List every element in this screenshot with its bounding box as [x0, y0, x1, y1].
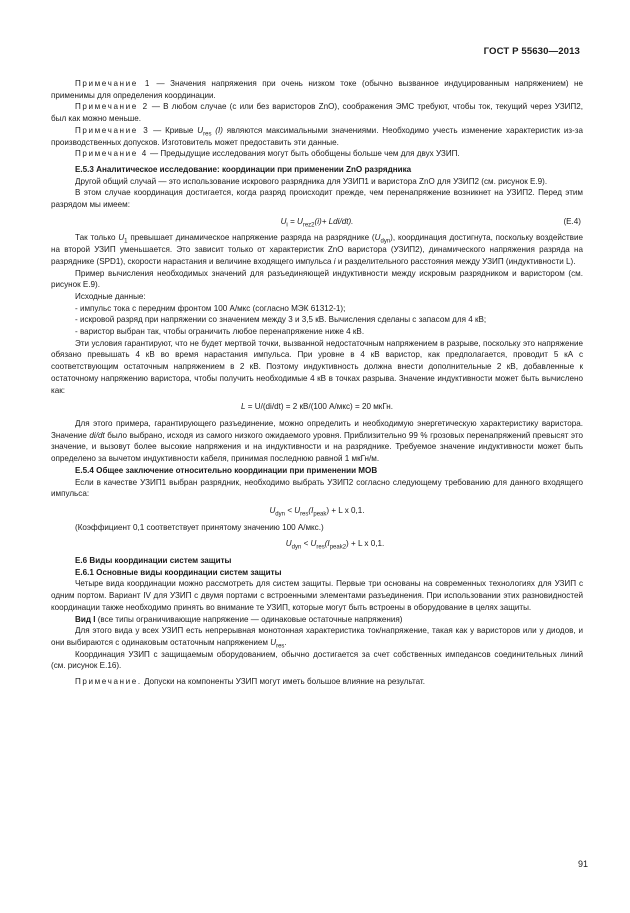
coefficient-note: (Коэффициент 0,1 соответствует принятому значению 100 А/мкс.): [75, 522, 324, 532]
section-heading-e54: Е.5.4 Общее заключение относительно координации при применении МОВ: [75, 465, 378, 475]
paragraph: Так только $U_1$ превышает динамическое напряжение разряда на разряднике $(U_{dyn})$, координация достигнута, поскольку воздействие на второй УЗИП уменьшается. Это зависит только от характеристик ZnO варистора (УЗИП2), динамического напряжения разряда на разряднике (SPD1), скорости нарастания и величине входящего импульса i и разделительного расстояния между УЗИП (индуктивности L).: [51, 233, 583, 266]
formula-inductance: L = U/(di/dt) = 2 кВ/(100 А/мкс) = 20 мкГн.: [241, 402, 393, 412]
note-tolerance: Примечание. Допуски на компоненты УЗИП могут иметь большое влияние на результат.: [75, 677, 425, 687]
paragraph: Другой общий случай — это использование искрового разрядника для УЗИП1 и варистора ZnO для УЗИП2 (см. рисунок Е.9).: [75, 176, 548, 186]
paragraph: В этом случае координация достигается, когда разряд происходит прежде, чем перенапряжение возникнет на УЗИП2. Перед этим разрядом мы имеем:: [51, 188, 583, 210]
paragraph: Пример вычисления необходимых значений для разъединяющей индуктивности между искровым разрядником и варистором (см. рисунок Е.9).: [51, 268, 583, 290]
document-code: ГОСТ Р 55630—2013: [483, 46, 580, 57]
list-item: - искровой разряд при напряжении со значением между 3 и 3,5 кВ. Вычисления сделаны с запасом для 4 кВ;: [75, 315, 487, 325]
section-heading-e53: Е.5.3 Аналитическое исследование: координации при применении ZnO разрядника: [75, 164, 412, 174]
note-1: Примечание 1 — Значения напряжения при очень низком токе (обычно вызванное индуцированным напряжением) не применимы для определения координации.: [51, 79, 583, 100]
note-2: Примечание 2 — В любом случае (с или без варисторов ZnO), соображения ЭМС требуют, чтобы ток, текущий через УЗИП2, был как можно меньше.: [51, 102, 583, 124]
note-3: Примечание 3 — Кривые $U_{res}$ (I) являются максимальными значениями. Необходимо учесть изменение характеристик из-за производственных допусков. Изготовитель может предоставить эти данные.: [51, 125, 583, 147]
paragraph: Если в качестве УЗИП1 выбран разрядник, необходимо выбрать УЗИП2 согласно следующему требованию для данного входящего импульса:: [51, 477, 583, 499]
formula-udyn-2: $U_{dyn} < U_{res}(I_{peak2}) + L$ x 0,1.: [285, 539, 385, 551]
page-number: 91: [578, 859, 589, 869]
paragraph: Исходные данные:: [75, 291, 146, 301]
paragraph: Вид I (все типы ограничивающие напряжение — одинаковые остаточные напряжения): [75, 614, 403, 624]
formula-e4: $U_i = U_{rez2}(i)+ Ldi/dt$). (Е.4): [280, 216, 581, 229]
paragraph: Для этого вида у всех УЗИП есть непрерывная монотонная характеристика ток/напряжение, такая как у варисторов или у диодов, и они выбираются с одинаковым остаточным напряжением $U_{res}$.: [51, 626, 583, 650]
formula-udyn-1: $U_{dyn} < U_{res}(I_{peak}) + L$ x 0,1.: [269, 505, 365, 518]
paragraph: Координация УЗИП с защищаемым оборудованием, обычно достигается за счет собственных импедансов соединительных линий (см. рисунок Е.16).: [51, 649, 583, 671]
section-heading-e61: Е.6.1 Основные виды координации систем защиты: [75, 567, 282, 577]
list-item: - варистор выбран так, чтобы ограничить любое перенапряжение ниже 4 кВ.: [75, 327, 365, 337]
list-item: - импульс тока с передним фронтом 100 А/мкс (согласно МЭК 61312-1);: [75, 303, 346, 313]
note-4: Примечание 4 — Предыдущие исследования могут быть обобщены больше чем для двух УЗИП.: [75, 149, 460, 159]
formula-number: (Е.4): [563, 216, 581, 226]
page-content: [51, 78, 583, 688]
paragraph: Четыре вида координации можно рассмотреть для систем защиты. Первые три основаны на современных технологиях для УЗИП с одним портом. Вариант IV для УЗИП с двумя портами с встроенными элементами разъединения. При использовании этих разновидностей координации также необходимо принять во внимание те УЗИП, которые могут быть встроены в оборудование в целях защиты.: [51, 579, 583, 612]
section-heading-e6: Е.6 Виды координации систем защиты: [75, 556, 232, 566]
paragraph: Для этого примера, гарантирующего разъединение, можно определить и необходимую энергетическую характеристику варистора. Значение di/dt было выбрано, исходя из самого низкого ожидаемого уровня. Приблизительно 99 % грозовых перенапряжений превысят это значение, и вызовут более высокие напряжения и на индуктивности и на разряднике. Требуемое значение индуктивности может быть определено за вычетом индуктивности кабеля, принимая последнюю равной 1 мкГн/м.: [51, 418, 583, 464]
paragraph: Эти условия гарантируют, что не будет мертвой точки, вызванной недостаточным напряжением в разрыве, поскольку это напряжение обязано превышать 4 кВ во время нарастания импульса. При уровне в 4 кВ варистор, как предполагается, проводит 5 кА с соответствующим остаточным напряжением в 2 кВ. Поэтому индуктивность должна внести дополнительные 2 кВ, добавленные к остаточному напряжению варистора, чтобы получить необходимые 4 кВ в точках разрыва. Значение индуктивности может быть вычислено как:: [51, 338, 583, 395]
